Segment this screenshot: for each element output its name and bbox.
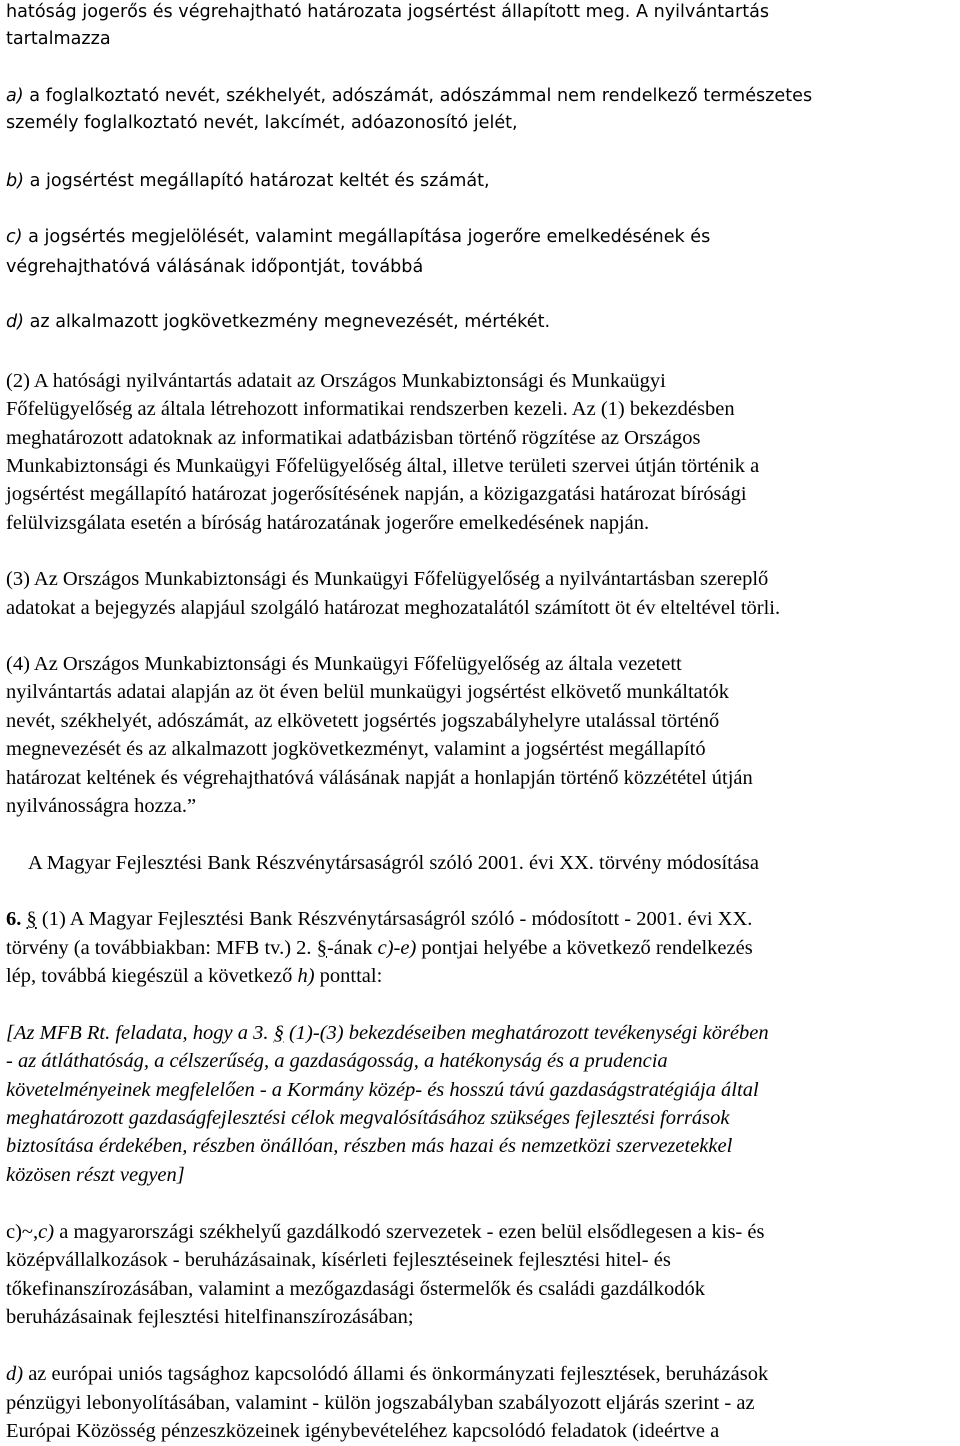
text-line bbox=[28, 851, 759, 875]
text-run: követelményeinek megfelelően - a Kormány közép- és hosszú távú gazdaságstratégiája által bbox=[6, 1078, 759, 1101]
text-run: megnevezését és az alkalmazott jogkövetkezményt, valamint a jogsértést megállapító bbox=[6, 738, 706, 761]
text-line bbox=[6, 1248, 671, 1272]
text-run: nyilvántartás adatai alapján az öt éven belül munkaügyi jogsértést elkövető munkáltatók bbox=[6, 681, 729, 704]
text-run: Főfelügyelőség az általa létrehozott informatikai rendszerben kezeli. Az (1) bekezdésben bbox=[6, 398, 735, 421]
text-line bbox=[6, 482, 747, 506]
text-run: beruházásainak fejlesztési hitelfinanszírozásában; bbox=[6, 1306, 414, 1329]
text-line bbox=[6, 652, 682, 676]
text-line bbox=[6, 511, 649, 535]
text-run: c)~, bbox=[6, 1221, 39, 1243]
text-run: pénzügyi lebonyolításában, valamint - külön jogszabályban szabályozott eljárás szerint - az bbox=[6, 1391, 755, 1414]
text-line bbox=[6, 369, 666, 393]
text-run: középvállalkozások - beruházásainak, kísérleti fejlesztéseinek fejlesztési hitel- és bbox=[6, 1249, 671, 1272]
text-run: az alkalmazott jogkövetkezmény megnevezését, mértékét. bbox=[24, 312, 551, 332]
text-run: Európai Közösség pénzeszközeinek igénybevételéhez kapcsolódó feladatok (ideértve a bbox=[6, 1420, 720, 1442]
text-run: ponttal: bbox=[314, 965, 383, 987]
text-line bbox=[6, 766, 753, 790]
text-run: c) bbox=[38, 1221, 55, 1243]
text-line bbox=[6, 1362, 768, 1386]
text-line bbox=[6, 1391, 755, 1415]
text-line bbox=[6, 310, 550, 334]
text-line bbox=[6, 1163, 185, 1187]
text-run: meghatározott gazdaságfejlesztési célok megvalósításához szükséges fejlesztési források bbox=[6, 1106, 730, 1129]
text-run: lép, továbbá kiegészül a következő bbox=[6, 965, 298, 987]
text-run: d) bbox=[6, 312, 25, 332]
text-line bbox=[6, 255, 423, 279]
text-run: adatokat a bejegyzés alapjául szolgáló határozat meghozatalától számított öt év elteltével törli. bbox=[6, 596, 781, 619]
text-run: c)-e) bbox=[377, 936, 417, 959]
text-line bbox=[6, 907, 752, 931]
text-line bbox=[6, 169, 490, 193]
text-line bbox=[6, 1106, 730, 1130]
text-line bbox=[6, 1134, 732, 1158]
text-line bbox=[6, 1078, 759, 1102]
text-line bbox=[6, 964, 382, 988]
text-line bbox=[6, 737, 706, 761]
text-line bbox=[6, 426, 700, 450]
text-line bbox=[6, 84, 812, 108]
text-run: biztosítása érdekében, részben önállóan, részben más hazai és nemzetközi szervezetekkel bbox=[6, 1135, 733, 1158]
text-run: határozat keltének és végrehajthatóvá válásának napját a honlapján történő közzététel útján bbox=[6, 766, 753, 789]
text-line bbox=[6, 1419, 719, 1443]
text-run: meghatározott adatoknak az informatikai adatbázisban történő rögzítése az Országos bbox=[6, 426, 701, 449]
section-sign: § bbox=[316, 936, 327, 959]
text-run: tőkefinanszírozásában, valamint a mezőgazdasági őstermelők és családi gazdálkodók bbox=[6, 1277, 706, 1300]
text-run: pontjai helyébe a következő rendelkezés bbox=[416, 936, 753, 959]
text-line bbox=[6, 680, 729, 704]
text-line bbox=[6, 567, 768, 591]
text-line bbox=[6, 1305, 414, 1329]
text-run: h) bbox=[297, 965, 315, 987]
text-line bbox=[6, 709, 719, 733]
text-run: [Az MFB Rt. feladata, hogy a 3. bbox=[6, 1022, 274, 1044]
text-run: c) bbox=[6, 227, 23, 247]
text-line bbox=[6, 1021, 769, 1045]
text-run: Munkabiztonsági és Munkaügyi Főfelügyelőség által, illetve területi szervei útján történik a bbox=[6, 454, 760, 477]
text-run: a magyarországi székhelyű gazdálkodó szervezetek - ezen belül elsődlegesen a kis- és bbox=[54, 1221, 765, 1243]
text-run: törvény (a továbbiakban: MFB tv.) 2. bbox=[6, 936, 317, 959]
text-line bbox=[6, 1277, 705, 1301]
text-line bbox=[6, 0, 769, 24]
text-run: (1) A Magyar Fejlesztési Bank Részvénytársaságról szóló - módosított - 2001. évi XX. bbox=[36, 908, 753, 930]
text-run: a jogsértést megállapító határozat keltét és számát, bbox=[24, 171, 490, 191]
text-run: nevét, székhelyét, adószámát, az elkövetett jogsértés jogszabályhelyre utalással történő bbox=[6, 709, 720, 732]
text-line bbox=[6, 936, 753, 960]
text-line bbox=[6, 1220, 764, 1244]
text-line bbox=[6, 397, 735, 421]
text-run: (4) Az Országos Munkabiztonsági és Munkaügyi Főfelügyelőség az általa vezetett bbox=[6, 653, 682, 675]
text-run: (2) A hatósági nyilvántartás adatait az Országos Munkabiztonsági és Munkaügyi bbox=[6, 370, 666, 392]
text-run: (3) Az Országos Munkabiztonsági és Munkaügyi Főfelügyelőség a nyilvántartásban szereplő bbox=[6, 568, 769, 590]
text-run: (1)-(3) bekezdéseiben meghatározott tevékenységi körében bbox=[283, 1022, 769, 1044]
text-run: a jogsértés megjelölését, valamint megállapítása jogerőre emelkedésének és bbox=[22, 227, 711, 247]
text-run: A Magyar Fejlesztési Bank Részvénytársaságról szóló 2001. évi XX. törvény módosítása bbox=[28, 852, 760, 874]
section-sign: § bbox=[273, 1022, 284, 1044]
text-line bbox=[6, 27, 111, 51]
section-sign: § bbox=[26, 908, 37, 930]
text-run: nyilvánosságra hozza.” bbox=[6, 795, 197, 817]
text-run: b) bbox=[6, 171, 25, 191]
text-line bbox=[6, 794, 196, 818]
text-run: az európai uniós tagsághoz kapcsolódó állami és önkormányzati fejlesztések, beruházások bbox=[23, 1363, 769, 1385]
text-line bbox=[6, 1049, 668, 1073]
text-run: -ának bbox=[326, 936, 378, 959]
text-run: tartalmazza bbox=[6, 28, 111, 49]
text-run: hatóság jogerős és végrehajtható határozata jogsértést állapított meg. A nyilvántartás bbox=[6, 2, 770, 22]
text-run: személy foglalkoztató nevét, lakcímét, adóazonosító jelét, bbox=[6, 112, 518, 133]
text-line bbox=[6, 596, 780, 620]
text-run: végrehajthatóvá válásának időpontját, továbbá bbox=[6, 257, 424, 277]
text-run: felülvizsgálata esetén a bíróság határozatának jogerőre emelkedésének napján. bbox=[6, 511, 650, 534]
text-run: a) bbox=[6, 86, 24, 106]
text-line bbox=[6, 225, 710, 249]
text-run: a foglalkoztató nevét, székhelyét, adószámát, adószámmal nem rendelkező természetes bbox=[23, 86, 813, 106]
text-line bbox=[6, 111, 518, 135]
text-line bbox=[6, 454, 759, 478]
text-run: jogsértést megállapító határozat jogerősítésének napján, a közigazgatási határozat bírósági bbox=[6, 483, 747, 506]
text-run: 6. bbox=[6, 908, 22, 930]
text-run: közösen részt vegyen] bbox=[6, 1163, 185, 1186]
text-run: d) bbox=[6, 1363, 24, 1385]
text-run: - az átláthatóság, a célszerűség, a gazdaságosság, a hatékonyság és a prudencia bbox=[6, 1050, 668, 1073]
